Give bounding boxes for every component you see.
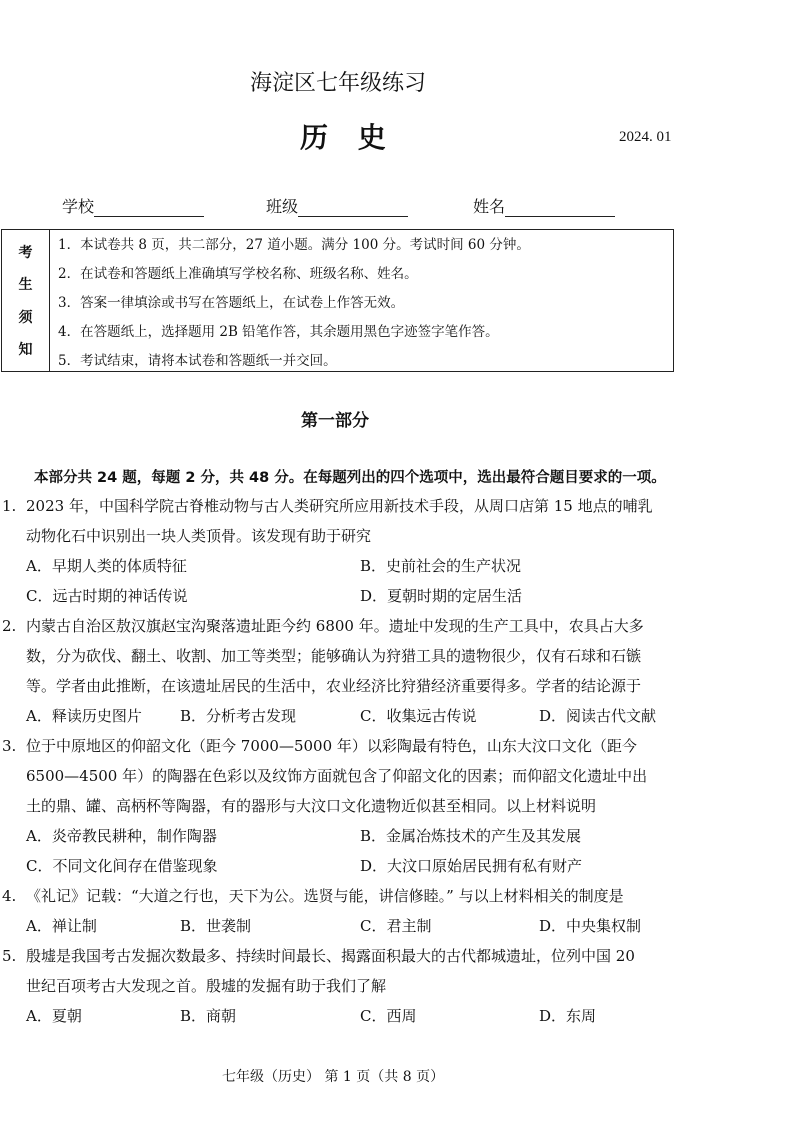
option-row <box>0 911 690 941</box>
subject-title: 历 史 <box>300 121 396 154</box>
option-row <box>0 851 690 881</box>
question-text-line: 土的鼎、罐、高柄杯等陶器，有的器形与大汶口文化遗物近似甚至相同。以上材料说明 <box>26 797 597 815</box>
option-c[interactable]: C．远古时期的神话传说 <box>26 587 188 605</box>
name-field-label: 姓名 <box>473 197 506 216</box>
notice-item: 2．在试卷和答题纸上准确填写学校名称、班级名称、姓名。 <box>58 266 418 282</box>
option-d[interactable]: D．阅读古代文献 <box>539 707 657 725</box>
exam-date: 2024. 01 <box>619 129 672 145</box>
name-blank[interactable] <box>505 200 615 217</box>
option-d[interactable]: D．中央集权制 <box>539 917 642 935</box>
option-a[interactable]: A．释读历史图片 <box>26 707 142 725</box>
question-text-line: 世纪百项考古大发现之首。殷墟的发掘有助于我们了解 <box>26 977 387 995</box>
question-text-line: 殷墟是我国考古发掘次数最多、持续时间最长、揭露面积最大的古代都城遗址，位列中国 20 <box>26 947 635 965</box>
part-title: 第一部分 <box>301 411 369 431</box>
question-number: 3. <box>2 737 17 755</box>
notice-label-char: 考 <box>18 245 33 262</box>
option-c[interactable]: C．君主制 <box>360 917 432 935</box>
question-text-line: 位于中原地区的仰韶文化（距今 7000—5000 年）以彩陶最有特色，山东大汶口文化（距今 <box>26 737 637 755</box>
school-field <box>62 194 204 217</box>
document-title: 海淀区七年级练习 <box>250 71 427 96</box>
question-1 <box>0 491 690 611</box>
notice-item: 3．答案一律填涂或书写在答题纸上，在试卷上作答无效。 <box>58 295 405 311</box>
notice-item: 1．本试卷共 8 页，共二部分，27 道小题。满分 100 分。考试时间 60 分钟。 <box>58 237 530 253</box>
question-text-line: 2023 年，中国科学院古脊椎动物与古人类研究所应用新技术手段，从周口店第 15 地点的哺乳 <box>26 497 653 515</box>
option-row <box>0 821 690 851</box>
question-number: 1. <box>2 497 17 515</box>
class-blank[interactable] <box>298 200 408 217</box>
option-a[interactable]: A．炎帝教民耕种，制作陶器 <box>26 827 217 845</box>
question-stem <box>0 611 690 701</box>
school-field-label: 学校 <box>62 197 95 216</box>
option-b[interactable]: B．商朝 <box>180 1007 237 1025</box>
option-a[interactable]: A．禅让制 <box>26 917 97 935</box>
option-c[interactable]: C．不同文化间存在借鉴现象 <box>26 857 218 875</box>
notice-label-char: 生 <box>18 277 33 294</box>
school-blank[interactable] <box>94 200 204 217</box>
option-d[interactable]: D．东周 <box>539 1007 597 1025</box>
option-a[interactable]: A．早期人类的体质特征 <box>26 557 187 575</box>
option-a[interactable]: A．夏朝 <box>26 1007 82 1025</box>
part-instructions: 本部分共 24 题，每题 2 分，共 48 分。在每题列出的四个选项中，选出最符合题目要求的一项。 <box>34 470 666 486</box>
question-2 <box>0 611 690 731</box>
question-text-line: 内蒙古自治区敖汉旗赵宝沟聚落遗址距今约 6800 年。遗址中发现的生产工具中，农具占大多 <box>26 617 644 635</box>
option-b[interactable]: B．金属冶炼技术的产生及其发展 <box>360 827 582 845</box>
notice-item: 5．考试结束，请将本试卷和答题纸一并交回。 <box>58 353 337 369</box>
option-b[interactable]: B．史前社会的生产状况 <box>360 557 522 575</box>
notice-label <box>2 230 50 371</box>
notice-label-char: 知 <box>18 341 33 358</box>
option-d[interactable]: D．夏朝时期的定居生活 <box>360 587 523 605</box>
question-stem <box>0 941 690 1001</box>
class-field-label: 班级 <box>266 197 299 216</box>
question-text-line: 动物化石中识别出一块人类顶骨。该发现有助于研究 <box>26 527 372 545</box>
option-b[interactable]: B．分析考古发现 <box>180 707 297 725</box>
notice-label-char: 须 <box>18 309 33 326</box>
question-3 <box>0 731 690 881</box>
question-text-line: 6500—4500 年）的陶器在色彩以及纹饰方面就包含了仰韶文化的因素；而仰韶文化遗址中出 <box>26 767 648 785</box>
question-text-line: 数，分为砍伐、翻土、收割、加工等类型；能够确认为狩猎工具的遗物很少，仅有石球和石镞 <box>26 647 642 665</box>
exam-notice-box <box>1 229 674 372</box>
option-d[interactable]: D．大汶口原始居民拥有私有财产 <box>360 857 583 875</box>
name-field <box>473 194 615 217</box>
option-row <box>0 551 690 581</box>
question-stem <box>0 731 690 821</box>
question-number: 4. <box>2 887 17 905</box>
option-row <box>0 701 690 731</box>
question-text-line: 《礼记》记载：“大道之行也，天下为公。选贤与能，讲信修睦。” 与以上材料相关的制度是 <box>26 887 624 905</box>
question-stem <box>0 881 690 911</box>
question-4 <box>0 881 690 941</box>
class-field <box>266 194 408 217</box>
option-b[interactable]: B．世袭制 <box>180 917 252 935</box>
option-row <box>0 1001 690 1031</box>
option-c[interactable]: C．收集远古传说 <box>360 707 477 725</box>
question-text-line: 等。学者由此推断，在该遗址居民的生活中，农业经济比狩猎经济重要得多。学者的结论源于 <box>26 677 642 695</box>
question-5 <box>0 941 690 1031</box>
option-c[interactable]: C．西周 <box>360 1007 417 1025</box>
question-number: 2. <box>2 617 17 635</box>
question-number: 5. <box>2 947 17 965</box>
notice-list <box>58 234 530 379</box>
question-stem <box>0 491 690 551</box>
notice-item: 4．在答题纸上，选择题用 2B 铅笔作答，其余题用黑色字迹签字笔作答。 <box>58 324 499 340</box>
option-row <box>0 581 690 611</box>
page-footer: 七年级（历史） 第 1 页（共 8 页） <box>222 1069 445 1085</box>
